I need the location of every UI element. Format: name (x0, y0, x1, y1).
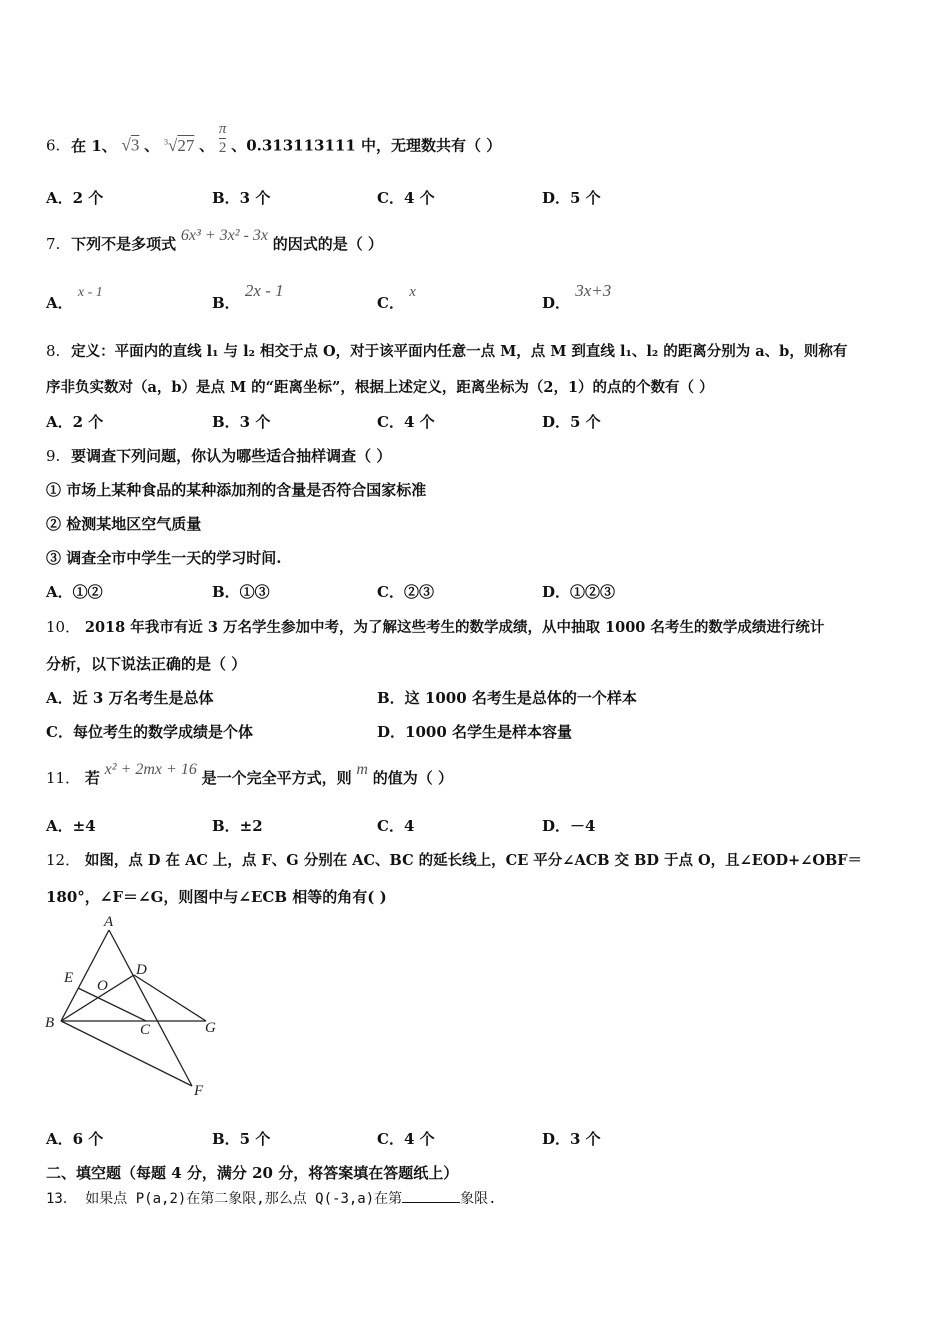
q9-stem (46, 445, 391, 466)
label-a: A (104, 914, 114, 930)
q12-number: 12． (46, 851, 81, 869)
q7-option-a-label: A． (46, 294, 73, 312)
q7-option-c-label: C． (377, 294, 404, 312)
q12-option-d: D．3 个 (542, 1130, 601, 1148)
q9-text: 要调查下列问题，你认为哪些适合抽样调查（ ） (71, 447, 392, 465)
label-f: F (194, 1083, 204, 1099)
q13-stem (46, 1188, 497, 1208)
q10-line2: 分析，以下说法正确的是（ ） (46, 655, 247, 673)
q13-text-b: 象限. (460, 1191, 497, 1207)
q11-text-a: 若 (84, 769, 100, 787)
q6-stem (46, 121, 502, 165)
q12-stem (46, 849, 862, 870)
section-2-title: 二、填空题（每题 4 分，满分 20 分，将答案填在答题纸上） (46, 1164, 459, 1182)
q8-number: 8. (46, 342, 61, 360)
q8-line2: 序非负实数对（a，b）是点 M 的“距离坐标”，根据上述定义，距离坐标为（2，1）的点的个数有（ ） (46, 379, 714, 396)
q6-text-b: 、0.313113111 中，无理数共有（ ） (231, 136, 502, 155)
q9-item-1: ① 市场上某种食品的某种添加剂的含量是否符合国家标准 (46, 481, 427, 499)
q8-option-d: D．5 个 (542, 413, 601, 431)
q9-option-d: D．①②③ (542, 583, 616, 601)
q10-option-b: B．这 1000 名考生是总体的一个样本 (377, 689, 637, 707)
q12-line2: 180°，∠F＝∠G，则图中与∠ECB 相等的角有( ) (46, 888, 387, 906)
q11-expression: x² + 2mx + 16 (104, 761, 197, 778)
q6-option-d: D．5 个 (542, 189, 601, 207)
q6-cbrt27: $^3$√27 (163, 135, 195, 155)
q6-sep1: 、 (144, 136, 160, 155)
q7-option-a (46, 285, 103, 313)
q6-option-a: A．2 个 (46, 189, 104, 207)
q12-option-b: B．5 个 (212, 1130, 271, 1148)
q11-stem (46, 761, 453, 788)
q11-text-b: 是一个完全平方式，则 (201, 769, 352, 787)
q8-option-c: C．4 个 (377, 413, 435, 431)
q7-option-d-label: D． (542, 294, 571, 312)
q6-pi-fraction (219, 120, 227, 157)
q7-stem (46, 227, 383, 254)
q11-variable: m (356, 761, 368, 778)
label-d: D (136, 962, 147, 978)
q7-polynomial: 6x³ + 3x² - 3x (180, 227, 268, 244)
q11-number: 11． (46, 769, 81, 787)
q9-option-c: C．②③ (377, 583, 434, 601)
label-o: O (97, 978, 108, 994)
q7-option-b-value: 2x - 1 (244, 281, 284, 300)
q12-geometry-figure (40, 912, 230, 1102)
q10-option-c: C．每位考生的数学成绩是个体 (46, 723, 253, 741)
q8-stem (46, 340, 847, 361)
q6-option-b: B．3 个 (212, 189, 271, 207)
label-c: C (140, 1022, 151, 1038)
segment-af (109, 930, 192, 1086)
label-g: G (205, 1020, 216, 1036)
segment-bf (61, 1021, 192, 1086)
q7-text-b: 的因式的是（ ） (272, 235, 383, 253)
q7-option-c (377, 284, 416, 313)
q12-option-a: A．6 个 (46, 1130, 104, 1148)
q13-answer-blank (402, 1190, 460, 1203)
q9-item-3: ③ 调查全市中学生一天的学习时间. (46, 549, 282, 567)
q6-sqrt3: √3 (121, 135, 140, 155)
q6-two: 2 (218, 140, 227, 156)
q13-number: 13． (46, 1191, 77, 1207)
q8-line1: 定义：平面内的直线 l₁ 与 l₂ 相交于点 O，对于该平面内任意一点 M，点 M 到直线 l₁、l₂ 的距离分别为 a、b，则称有 (71, 343, 848, 360)
q6-pi: π (218, 121, 227, 137)
q9-number: 9. (46, 447, 61, 465)
label-b: B (45, 1015, 55, 1031)
q6-number: 6. (46, 136, 61, 155)
q7-option-c-value: x (409, 284, 416, 300)
q7-option-a-value: x - 1 (77, 285, 103, 300)
q7-option-d-value: 3x+3 (575, 281, 612, 300)
q9-option-a: A．①② (46, 583, 103, 601)
q12-line1: 如图，点 D 在 AC 上，点 F、G 分别在 AC、BC 的延长线上，CE 平分∠ACB 交 BD 于点 O，且∠EOD+∠OBF＝ (84, 852, 863, 869)
q7-option-b (212, 281, 284, 313)
q11-option-c: C．4 (377, 817, 415, 835)
q7-option-d (542, 281, 612, 313)
q7-text-a: 下列不是多项式 (71, 235, 177, 253)
q11-option-b: B．±2 (212, 817, 263, 835)
q9-item-2: ② 检测某地区空气质量 (46, 515, 202, 533)
q10-option-a: A．近 3 万名考生是总体 (46, 689, 214, 707)
q6-sep2: 、 (199, 136, 215, 155)
q11-text-c: 的值为（ ） (372, 769, 453, 787)
q8-option-b: B．3 个 (212, 413, 271, 431)
q7-option-b-label: B． (212, 294, 240, 312)
q11-option-a: A．±4 (46, 817, 96, 835)
q10-line1: 2018 年我市有近 3 万名学生参加中考，为了解这些考生的数学成绩，从中抽取 1000 名考生的数学成绩进行统计 (84, 619, 825, 636)
q8-option-a: A．2 个 (46, 413, 104, 431)
q13-text-a: 如果点 P(a,2)在第二象限,那么点 Q(-3,a)在第 (85, 1191, 403, 1207)
q6-option-c: C．4 个 (377, 189, 435, 207)
label-e: E (64, 970, 74, 986)
q9-option-b: B．①③ (212, 583, 270, 601)
q6-text-a: 在 1、 (71, 136, 117, 155)
q11-option-d: D．－4 (542, 817, 596, 835)
q10-number: 10． (46, 618, 81, 636)
q12-option-c: C．4 个 (377, 1130, 435, 1148)
q10-stem (46, 616, 824, 637)
q10-option-d: D．1000 名学生是样本容量 (377, 723, 572, 741)
q7-number: 7. (46, 235, 61, 253)
